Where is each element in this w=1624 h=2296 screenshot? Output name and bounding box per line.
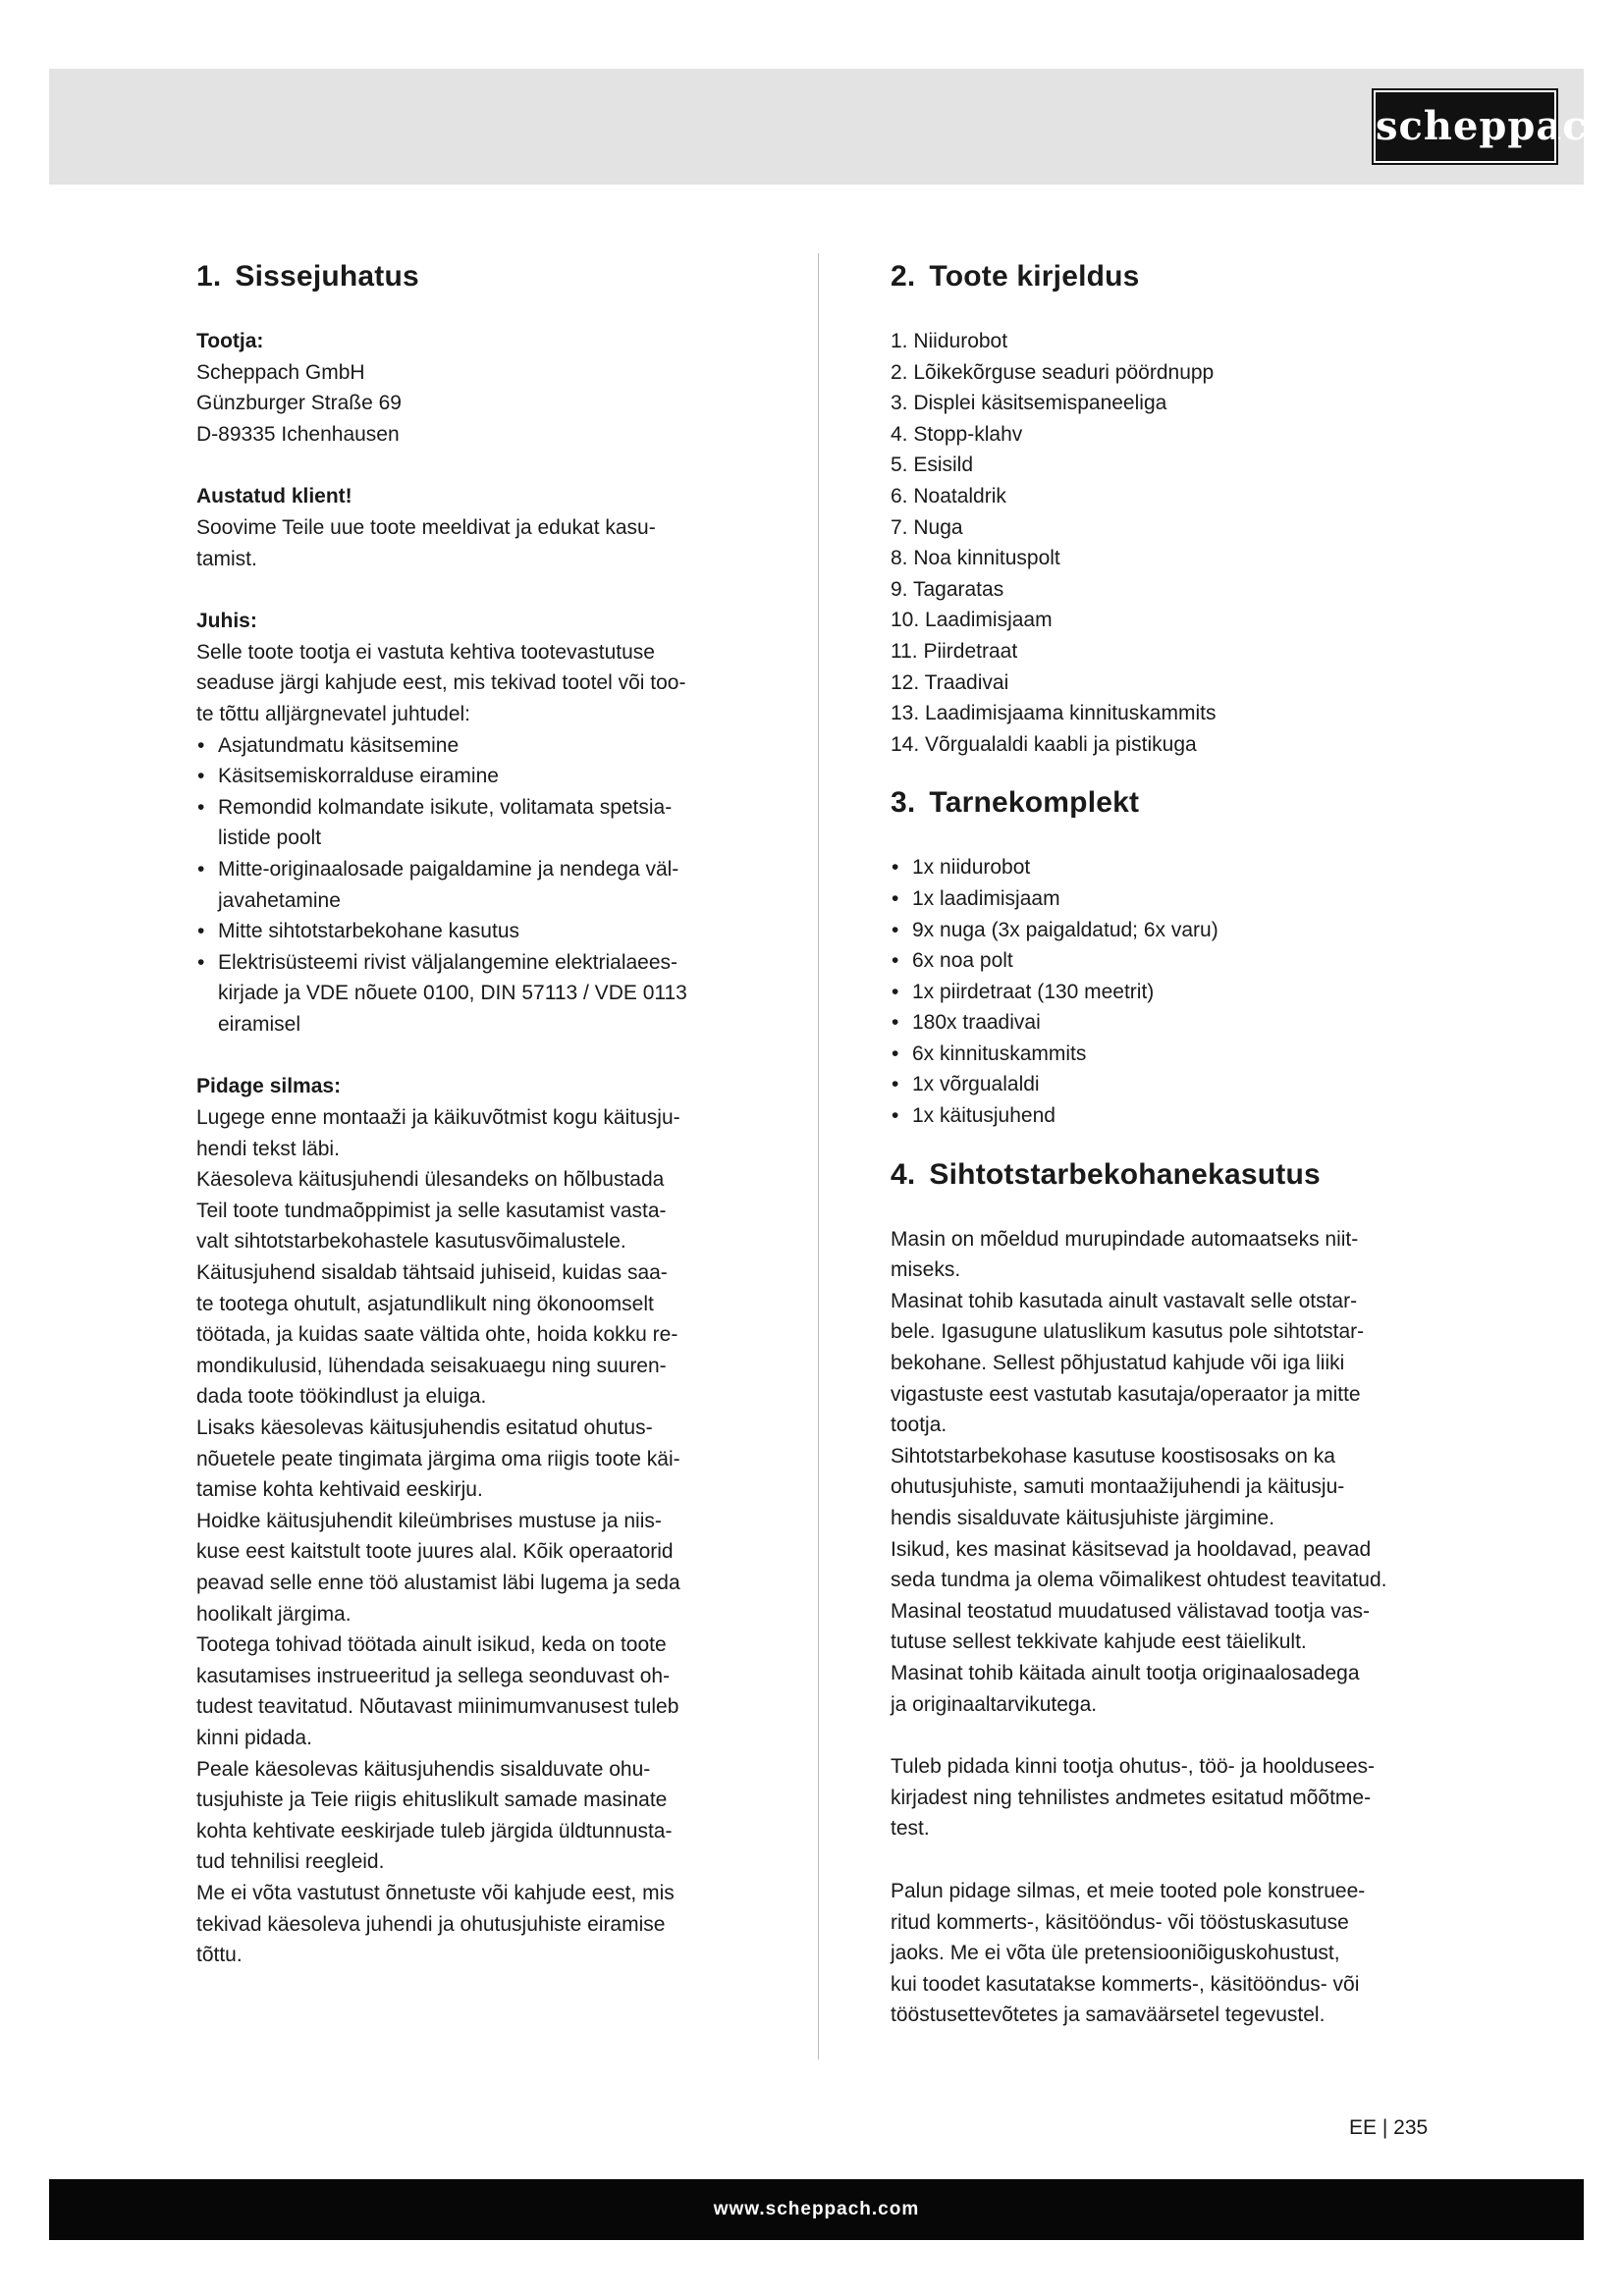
column-divider xyxy=(818,253,819,2059)
intended-use-paragraph-1: Masin on mõeldud murupindade automaatseks niit- miseks. Masinat tohib kasutada ainult vastavalt selle otstar- bele. Igasugune ulatuslikum kasutus pole sihtotstar- bekohane. Sellest põhjustatud kahjude või iga liiki vigastuste eest vastutab kasutaja/operaator ja mitte tootja. Sihtotstarbekohase kasutuse koostisosaks on ka ohutusjuhiste, samuti montaažijuhendi ja käitusju- hendis sisalduvate käitusjuhiste järgimine. Isikud, kes masinat käsitsevad ja hooldavad, peavad seda tundma ja olema võimalikest ohtudest teavitatud. Masinal teostatud muudatused välistavad tootja vas- tutuse sellest tekkivate kahjude eest täielikult. Masinat tohib käitada ainult tootja originaalosadega ja originaaltarvikutega. xyxy=(891,1227,1387,1716)
intended-use-paragraph-3: Palun pidage silmas, et meie tooted pole konstruee- ritud kommerts-, käsitööndus- või tööstuskasutuse jaoks. Me ei võta üle pretensiooniõiguskohustust, kui toodet kasutatakse kommerts-, käsitööndus- või tööstusettevõtetes ja samaväärsetel tegevustel. xyxy=(891,1879,1366,2027)
section-2-number: 2. xyxy=(891,260,916,293)
parts-item: 13. Laadimisjaama kinnituskammits xyxy=(891,702,1217,725)
note-bullet: • Käsitsemiskorralduse eiramine xyxy=(196,761,764,792)
section-1-title: Sissejuhatus xyxy=(235,260,419,293)
left-column xyxy=(196,257,764,1971)
page-number: EE | 235 xyxy=(1349,2116,1429,2139)
address-line: Günzburger Straße 69 xyxy=(196,392,402,415)
note-text-line: seaduse järgi kahjude eest, mis tekivad tootel või too- xyxy=(196,671,686,695)
footer-url[interactable]: www.scheppach.com xyxy=(713,2199,920,2219)
parts-item: 10. Laadimisjaam xyxy=(891,609,1053,632)
mind-text: Lugege enne montaaži ja käikuvõtmist kogu käitusju- hendi tekst läbi. Käesoleva käitusjuhendi ülesandeks on hõlbustada Teil toote tundmaõppimist ja selle kasutamist vasta- valt sihtotstarbekohastele kasutusvõimalustele. Käitusjuhend sisaldab tähtsaid juhiseid, kuidas saa- te tootega ohutult, asjatundlikult ning ökonoomselt töötada, ja kuidas saate vältida ohte, hoida kokku re- mondikulusid, lühendada seisakuaegu ning suuren- dada toote töökindlust ja eluiga. Lisaks käesolevas käitusjuhendis esitatud ohutus- nõuetele peate tingimata järgima oma riigis toote käi- tamise kohta kehtivaid eeskirju. Hoidke käitusjuhendit kileümbrises mustuse ja niis- kuse eest kaitstult toote juures alal. Kõik operaatorid peavad selle enne töö alustamist läbi lugema ja seda hoolikalt järgima. Tootega tohivad töötada ainult isikud, keda on toote kasutamises instrueeritud ja sellega seonduvast oh- tudest teavitatud. Nõutavast miinimumvanusest tuleb kinni pidada. Peale käesolevas käitusjuhendis sisalduvate ohu- tusjuhiste ja Teie riigis ehituslikult samade masinate kohta kehtivate eeskirjade tuleb järgida üldtunnusta- tud tehnilisi reegleid. Me ei võta vastutust õnnetuste või kahjude eest, mis tekivad käesoleva juhendi ja ohutusjuhiste eiramise tõttu. xyxy=(196,1106,680,1967)
delivery-item: • 1x laadimisjaam xyxy=(891,883,1445,915)
parts-item: 3. Displei käsitsemispaneeliga xyxy=(891,392,1167,415)
section-2-heading xyxy=(891,257,1445,296)
parts-item: 4. Stopp-klahv xyxy=(891,422,1023,446)
note-bullet: • Mitte sihtotstarbekohane kasutus xyxy=(196,916,764,947)
delivery-item: • 1x võrgualaldi xyxy=(891,1069,1445,1100)
section-3-heading xyxy=(891,783,1445,823)
parts-list xyxy=(891,326,1445,760)
delivery-item: • 9x nuga (3x paigaldatud; 6x varu) xyxy=(891,915,1445,946)
note-bullet-list xyxy=(196,730,764,1041)
address-line: D-89335 Ichenhausen xyxy=(196,422,400,446)
delivery-item: • 6x noa polt xyxy=(891,945,1445,977)
scheppach-logo: scheppach xyxy=(1374,90,1556,163)
parts-item: 8. Noa kinnituspolt xyxy=(891,547,1060,570)
delivery-item: • 1x niidurobot xyxy=(891,852,1445,883)
note-label: Juhis: xyxy=(196,610,257,633)
customer-text-line: Soovime Teile uue toote meeldivat ja edukat kasu- xyxy=(196,515,656,539)
intended-use-paragraph-2: Tuleb pidada kinni tootja ohutus-, töö- ja hooldusees- kirjadest ning tehnilistes andmetes esitatud mõõtme- test. xyxy=(891,1755,1376,1841)
mind-label: Pidage silmas: xyxy=(196,1075,342,1098)
parts-item: 5. Esisild xyxy=(891,454,974,477)
footer-band xyxy=(49,2179,1584,2240)
header-band xyxy=(49,69,1617,185)
parts-item: 12. Traadivai xyxy=(891,670,1009,694)
delivery-item: • 6x kinnituskammits xyxy=(891,1039,1445,1070)
customer-label: Austatud klient! xyxy=(196,485,352,508)
note-text-line: te tõttu alljärgnevatel juhtudel: xyxy=(196,702,471,725)
note-text-line: Selle toote tootja ei vastuta kehtiva tootevastutuse xyxy=(196,640,655,664)
section-3-number: 3. xyxy=(891,786,916,820)
note-bullet: • Elektrisüsteemi rivist väljalangemine elektrialaees- kirjade ja VDE nõuete 0100, DIN 57113 / VDE 0113 eiramisel xyxy=(196,947,764,1041)
note-bullet: • Remondid kolmandate isikute, volitamata spetsia- listide poolt xyxy=(196,792,764,854)
parts-item: 2. Lõikekõrguse seaduri pöördnupp xyxy=(891,360,1215,384)
address-line: Scheppach GmbH xyxy=(196,360,365,384)
delivery-item: • 1x käitusjuhend xyxy=(891,1100,1445,1132)
section-1-heading xyxy=(196,257,764,296)
manufacturer-label: Tootja: xyxy=(196,330,264,352)
delivery-item: • 180x traadivai xyxy=(891,1007,1445,1039)
parts-item: 6. Noataldrik xyxy=(891,484,1006,507)
section-3-title: Tarnekomplekt xyxy=(929,786,1140,820)
section-4-heading xyxy=(891,1155,1445,1195)
parts-item: 14. Võrgualaldi kaabli ja pistikuga xyxy=(891,732,1197,756)
delivery-list xyxy=(891,852,1445,1131)
note-bullet: • Asjatundmatu käsitsemine xyxy=(196,730,764,762)
section-4-number: 4. xyxy=(891,1157,916,1191)
section-4-title: Sihtotstarbekohanekasutus xyxy=(929,1157,1321,1191)
parts-item: 11. Piirdetraat xyxy=(891,639,1018,663)
right-column xyxy=(891,257,1445,2031)
delivery-item: • 1x piirdetraat (130 meetrit) xyxy=(891,977,1445,1008)
customer-text-line: tamist. xyxy=(196,547,257,570)
parts-item: 7. Nuga xyxy=(891,515,963,539)
section-1-number: 1. xyxy=(196,260,222,293)
note-bullet: • Mitte-originaalosade paigaldamine ja nendega väl- javahetamine xyxy=(196,854,764,916)
parts-item: 9. Tagaratas xyxy=(891,577,1004,601)
parts-item: 1. Niidurobot xyxy=(891,330,1008,352)
section-2-title: Toote kirjeldus xyxy=(929,260,1140,293)
